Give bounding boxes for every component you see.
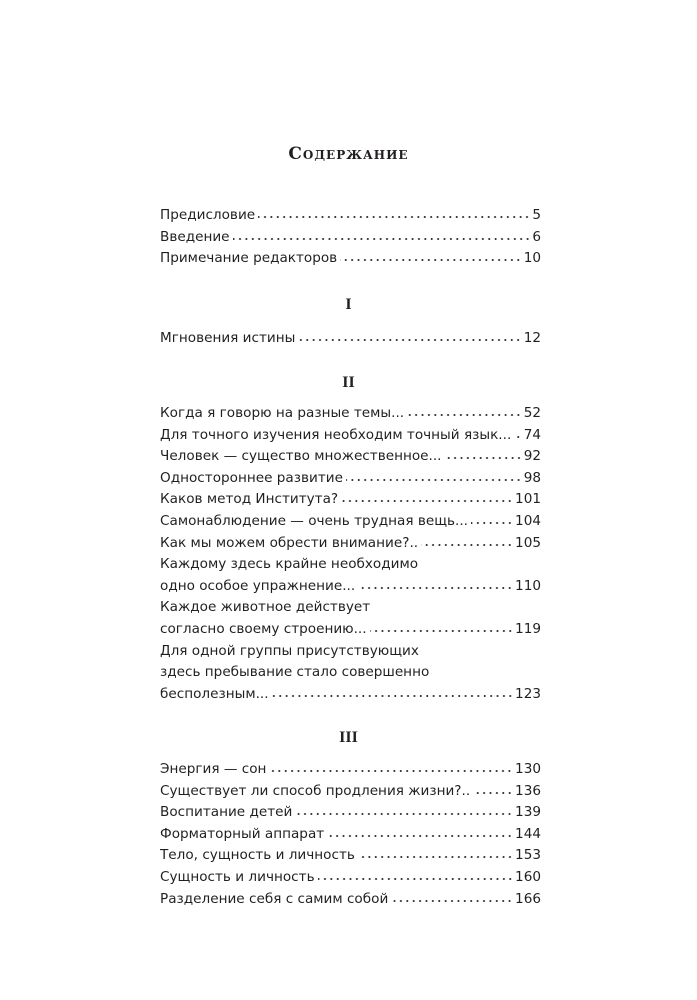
page-number: 92 <box>523 448 541 465</box>
leader-dots <box>421 537 513 547</box>
toc-entry[interactable] <box>160 662 541 684</box>
page-number: 98 <box>523 469 541 486</box>
page-number: 101 <box>515 491 541 508</box>
leader-dots <box>233 231 531 241</box>
page-number: 123 <box>515 685 541 702</box>
entry-title: одно особое упражнение... <box>160 577 356 594</box>
page-number: 110 <box>515 577 541 594</box>
section-heading: I <box>345 296 352 313</box>
page-number: 52 <box>523 405 541 421</box>
entry-title: Форматорный аппарат <box>160 825 325 842</box>
leader-dots <box>269 763 513 773</box>
section-heading: III <box>339 729 358 746</box>
entry-title: бесполезным... <box>160 685 269 702</box>
entry-title: Энергия — сон <box>160 761 267 777</box>
leader-dots <box>340 252 521 262</box>
toc-entry[interactable] <box>160 597 541 619</box>
page-number: 144 <box>515 825 541 842</box>
leader-dots <box>327 828 513 838</box>
toc-entry[interactable] <box>160 889 541 911</box>
page-number: 130 <box>515 761 541 777</box>
entry-title: Каждому здесь крайне необходимо <box>160 556 419 573</box>
leader-dots <box>514 429 521 439</box>
toc-entry[interactable] <box>160 328 541 350</box>
page-number: 5 <box>532 207 541 223</box>
section-entries <box>160 205 541 270</box>
page-number: 74 <box>523 426 541 443</box>
leader-dots <box>318 871 513 881</box>
leader-dots <box>445 450 522 460</box>
leader-dots <box>295 806 513 816</box>
toc-entry[interactable] <box>160 641 541 663</box>
toc-entry[interactable] <box>160 403 541 425</box>
entry-title: Воспитание детей <box>160 804 293 821</box>
toc-entry[interactable] <box>160 619 541 641</box>
toc-entry[interactable] <box>160 511 541 533</box>
page-number: 160 <box>515 868 541 885</box>
toc-entry[interactable] <box>160 781 541 803</box>
toc-entry[interactable] <box>160 684 541 706</box>
leader-dots <box>258 209 530 219</box>
toc-entry[interactable] <box>160 824 541 846</box>
toc-entry[interactable] <box>160 205 541 227</box>
leader-dots <box>341 493 513 503</box>
toc-entry[interactable] <box>160 468 541 490</box>
entry-title: Введение <box>160 228 230 245</box>
toc-entry[interactable] <box>160 759 541 781</box>
entry-title: Разделение себя с самим собой <box>160 890 389 907</box>
entry-title: Когда я говорю на разные темы... <box>160 405 405 421</box>
page-number: 119 <box>515 620 541 637</box>
entry-title: согласно своему строению... <box>160 620 367 637</box>
toc-entry[interactable] <box>160 248 541 270</box>
page-number: 105 <box>515 534 541 551</box>
leader-dots <box>370 623 513 633</box>
toc-entry[interactable] <box>160 576 541 598</box>
page-number: 139 <box>515 804 541 821</box>
page-title: Содержание <box>288 144 409 164</box>
section-heading: II <box>342 374 355 391</box>
entry-title: Человек — существо множественное... <box>160 448 442 465</box>
entry-title: здесь пребывание стало совершенно <box>160 664 430 681</box>
entry-title: Предисловие <box>160 207 256 223</box>
toc-entry[interactable] <box>160 227 541 249</box>
leader-dots <box>298 332 521 342</box>
entry-title: Тело, сущность и личность <box>160 847 355 864</box>
page-number: 104 <box>515 512 541 529</box>
leader-dots <box>407 407 522 417</box>
section-entries <box>160 403 541 705</box>
entry-title: Сущность и личность <box>160 868 315 885</box>
leader-dots <box>473 785 513 795</box>
toc-entry[interactable] <box>160 425 541 447</box>
leader-dots <box>272 688 514 698</box>
page-number: 10 <box>523 250 541 267</box>
entry-title: Как мы можем обрести внимание?.. <box>160 534 419 551</box>
entry-title: Каждое животное действует <box>160 599 371 616</box>
entry-title: Примечание редакторов <box>160 250 338 267</box>
page-number: 166 <box>515 890 541 907</box>
leader-dots <box>358 849 513 859</box>
toc-entry[interactable] <box>160 554 541 576</box>
leader-dots <box>391 893 513 903</box>
entry-title: Для одной группы присутствующих <box>160 642 419 659</box>
entry-title: Мгновения истины <box>160 330 296 346</box>
entry-title: Каков метод Института? <box>160 491 339 508</box>
toc-entry[interactable] <box>160 489 541 511</box>
entry-title: Существует ли способ продления жизни?.. <box>160 782 471 799</box>
page-number: 12 <box>523 330 541 346</box>
leader-dots <box>471 515 513 525</box>
entry-title: Одностороннее развитие <box>160 469 343 486</box>
entry-title: Самонаблюдение — очень трудная вещь... <box>160 512 469 529</box>
section-entries <box>160 759 541 910</box>
toc-entry[interactable] <box>160 845 541 867</box>
toc-entry[interactable] <box>160 802 541 824</box>
page-number: 136 <box>515 782 541 799</box>
page-number: 153 <box>515 847 541 864</box>
entry-title: Для точного изучения необходим точный язык... <box>160 426 512 443</box>
leader-dots <box>346 472 522 482</box>
toc-entry[interactable] <box>160 867 541 889</box>
toc-entry[interactable] <box>160 446 541 468</box>
page-number: 6 <box>532 228 541 245</box>
section-entries <box>160 328 541 350</box>
leader-dots <box>358 580 513 590</box>
toc-entry[interactable] <box>160 533 541 555</box>
